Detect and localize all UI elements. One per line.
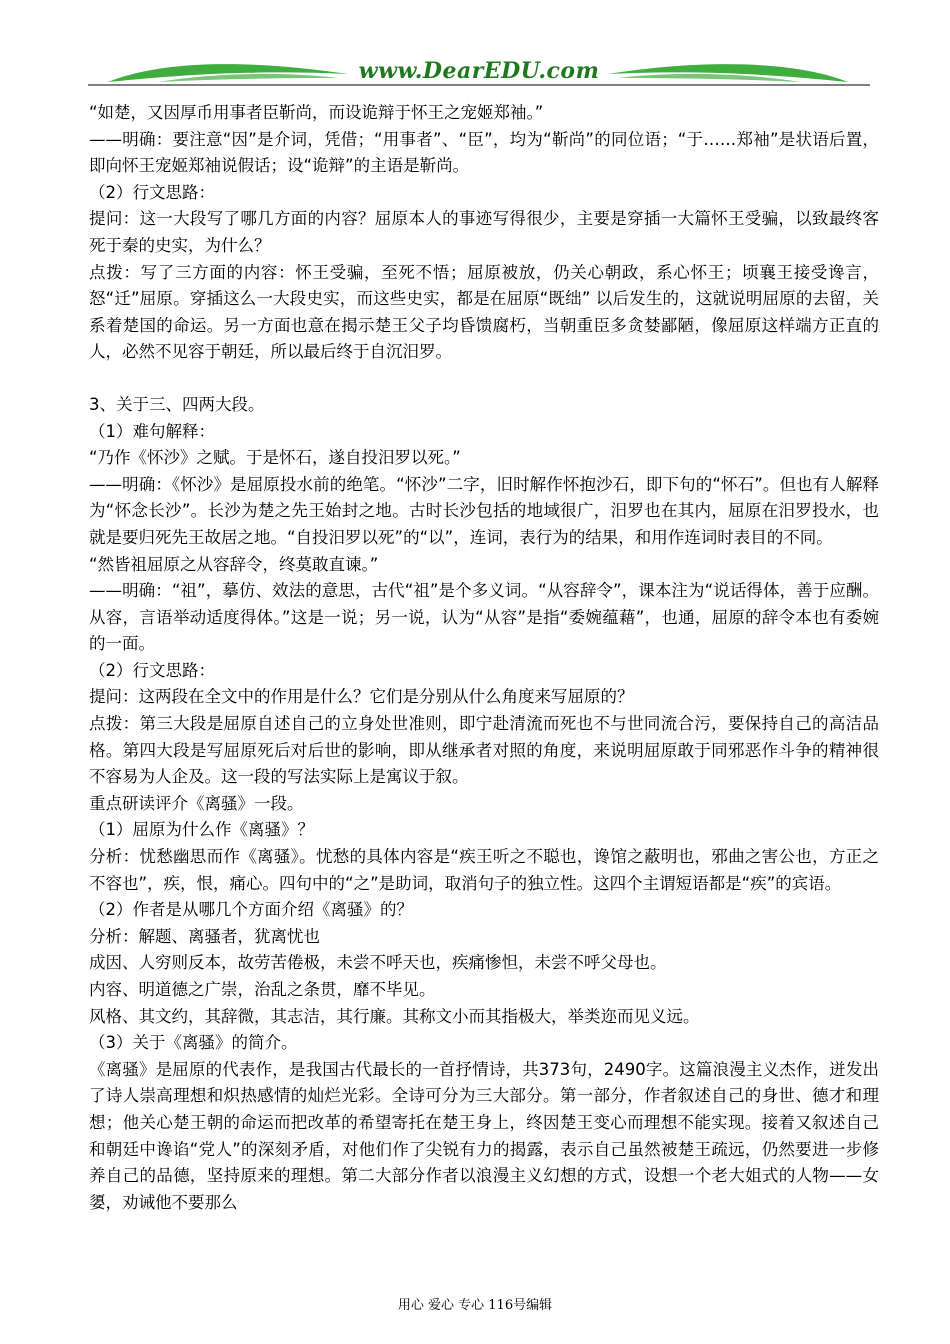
paragraph: 点拨：写了三方面的内容：怀王受骗，至死不悟；屈原被放，仍关心朝政，系心怀王；顷襄王接受谗言，怒“迁”屈原。穿插这么一大段史实，而这些史实，都是在屈原“既绌” 以后发生的，这就说明屈原的去留，关系着楚国的命运。另一方面也意在揭示楚王父子均昏馈腐朽，当朝重臣多贪婪鄙陋，像屈原这样端方正直的人，必然不见容于朝廷，所以最后终于自沉汨罗。 [89, 262, 879, 362]
paragraph: 分析：忧愁幽思而作《离骚》。忧愁的具体内容是“疾王听之不聪也，谗馆之蔽明也，邪曲之害公也，方正之不容也”，疾，恨，痛心。四句中的“之”是助词，取消句子的独立性。这四个主谓短语都是“疾”的宾语。 [89, 847, 879, 893]
paragraph: （2）行文思路： [89, 660, 215, 680]
paragraph: “乃作《怀沙》之赋。于是怀石，遂自投汨罗以死。” [89, 448, 461, 468]
paragraph: （1）屈原为什么作《离骚》？ [89, 820, 314, 840]
paragraph: “如楚，又因厚币用事者臣靳尚，而设诡辩于怀王之宠姬郑袖。” [89, 103, 544, 122]
paragraph: （2）行文思路： [89, 182, 215, 202]
document-body [89, 100, 879, 1216]
paragraph: 提问：这两段在全文中的作用是什么？它们是分别从什么角度来写屈原的？ [89, 687, 634, 707]
paragraph: 风格、其文约，其辞微，其志洁，其行廉。其称文小而其指极大，举类迩而见义远。 [89, 1006, 700, 1026]
paragraph: ——明确：《怀沙》是屈原投水前的绝笔。“怀沙”二字，旧时解作怀抱沙石，即下句的“怀石”。但也有人解释为“怀念长沙”。长沙为楚之先王始封之地。古时长沙包括的地域很广，汨罗也在其内，屈原在汨罗投水，也就是要归死先王故居之地。“自投汨罗以死”的“以”，连词，表行为的结果，和用作连词时表目的不同。 [89, 474, 879, 547]
paragraph: （1）难句解释： [89, 421, 215, 441]
section-heading: 3、关于三、四两大段。 [89, 394, 265, 414]
paragraph: 重点研读评介《离骚》一段。 [89, 793, 304, 813]
paragraph: ——明确：“祖”，摹仿、效法的意思，古代“祖”是个多义词。“从容辞令”，课本注为“说话得体，善于应酬。从容，言语举动适度得体。”这是一说；另一说，认为“从容”是指“委婉蕴藉”，也通，屈原的辞令本也有委婉的一面。 [89, 581, 879, 654]
paragraph: （2）作者是从哪几个方面介绍《离骚》的？ [89, 900, 413, 920]
paragraph: 分析：解题、离骚者，犹离忧也 [89, 926, 320, 946]
paragraph: （3）关于《离骚》的简介。 [89, 1033, 298, 1053]
paragraph: 成因、人穷则反本，故劳苦倦极，未尝不呼天也，疾痛惨怛，未尝不呼父母也。 [89, 953, 667, 973]
paragraph: 点拨：第三大段是屈原自述自己的立身处世准则，即宁赴清流而死也不与世同流合污，要保持自己的高洁品格。第四大段是写屈原死后对后世的影响，即从继承者对照的角度，来说明屈原敢于同邪恶作斗争的精神很不容易为人企及。这一段的写法实际上是寓议于叙。 [89, 714, 879, 787]
paragraph: 《离骚》是屈原的代表作，是我国古代最长的一首抒情诗，共373句，2490字。这篇浪漫主义杰作，迸发出了诗人崇高理想和炽热感情的灿烂光彩。全诗可分为三大部分。第一部分，作者叙述自己的身世、德才和理想；他关心楚王朝的命运而把改革的希望寄托在楚王身上，终因楚王变心而理想不能实现。接着又叙述自己和朝廷中谗谄“党人”的深刻矛盾，对他们作了尖锐有力的揭露，表示自己虽然被楚王疏远，仍然要进一步修养自己的品德，坚持原来的理想。第二大部分作者以浪漫主义幻想的方式，设想一个老大姐式的人物——女嬃，劝诫他不要那么 [89, 1059, 879, 1212]
paragraph: 内容、明道德之广崇，治乱之条贯，靡不毕见。 [89, 980, 436, 999]
brand-logo-text[interactable]: www.DearEDU.com [358, 58, 600, 84]
paragraph-spacer [89, 366, 879, 392]
paragraph: ——明确：要注意“因”是介词，凭借；“用事者”、“臣”，均为“靳尚”的同位语；“于……郑袖”是状语后置，即向怀王宠姬郑袖说假话；设“诡辩”的主语是靳尚。 [89, 129, 879, 176]
paragraph: 提问：这一大段写了哪几方面的内容？屈原本人的事迹写得很少，主要是穿插一大篇怀王受骗，以致最终客死于秦的史实，为什么？ [89, 209, 879, 255]
page-header [88, 52, 870, 92]
page-footer: 用心 爱心 专心 116号编辑 [397, 1298, 553, 1313]
paragraph: “然皆祖屈原之从容辞令，终莫敢直谏。” [89, 554, 379, 574]
